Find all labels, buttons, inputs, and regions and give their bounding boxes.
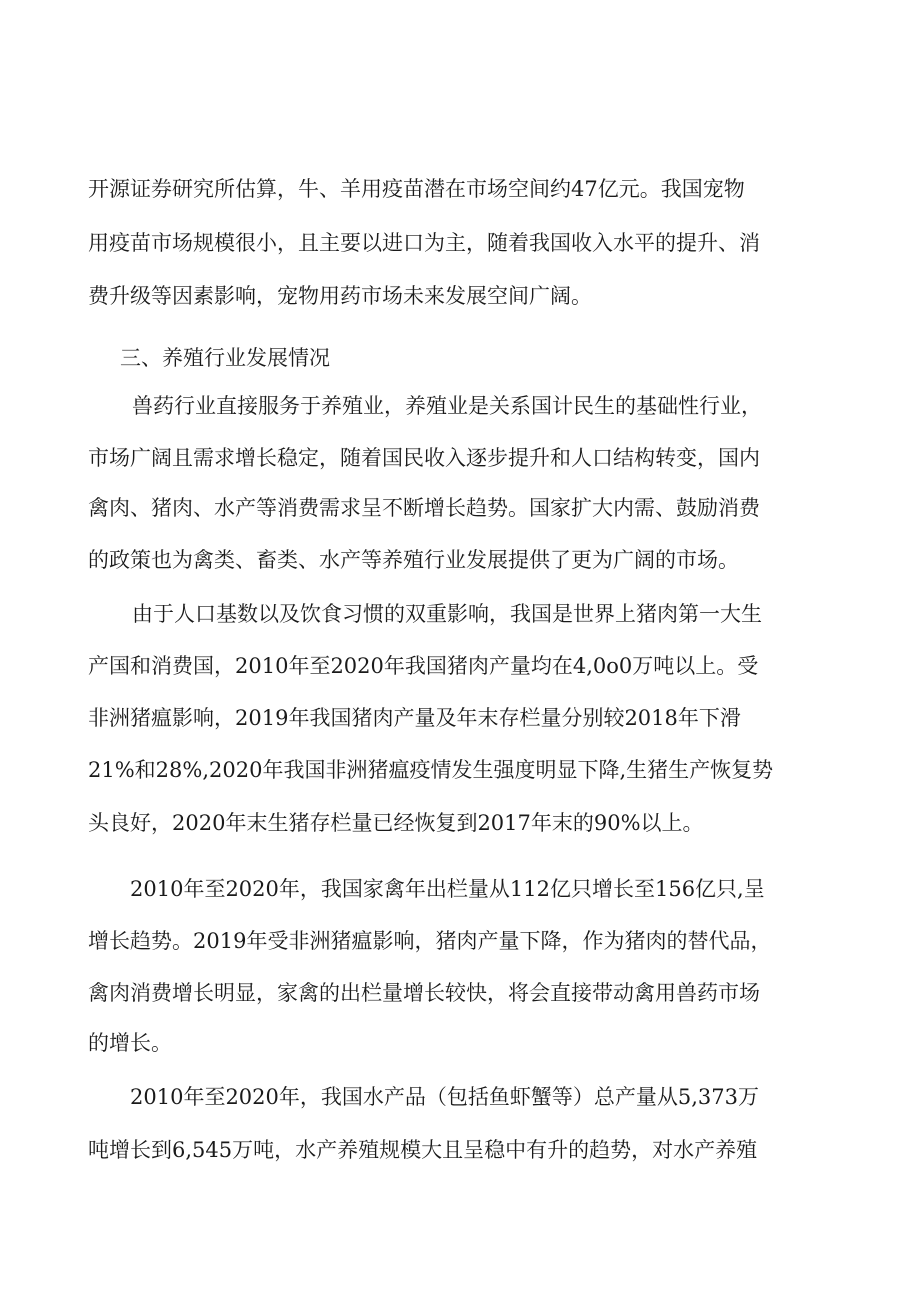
paragraph-3-line-5: 头良好，2020年末生猪存栏量已经恢复到2017年末的90%以上。 [88,811,704,835]
paragraph-1-line-2: 用疫苗市场规模很小，且主要以进口为主，随着我国收入水平的提升、消 [88,231,760,255]
section-heading: 三、养殖行业发展情况 [120,346,330,370]
paragraph-3-line-4: 21%和28%,2020年我国非洲猪瘟疫情发生强度明显下降,生猪生产恢复势 [88,758,774,782]
paragraph-1-line-3: 费升级等因素影响，宠物用药市场未来发展空间广阔。 [88,284,592,308]
paragraph-1-line-1: 开源证券研究所估算，牛、羊用疫苗潜在市场空间约47亿元。我国宠物 [88,177,745,201]
paragraph-2-line-4: 的政策也为禽类、畜类、水产等养殖行业发展提供了更为广阔的市场。 [88,548,739,572]
paragraph-4-line-4: 的增长。 [88,1031,172,1055]
paragraph-3-line-2: 产国和消费国，2010年至2020年我国猪肉产量均在4,0o0万吨以上。受 [88,654,759,678]
paragraph-5-line-1: 2010年至2020年，我国水产品（包括鱼虾蟹等）总产量从5,373万 [130,1085,760,1109]
paragraph-2-line-2: 市场广阔且需求增长稳定，随着国民收入逐步提升和人口结构转变，国内 [88,446,760,470]
paragraph-4-line-3: 禽肉消费增长明显，家禽的出栏量增长较快，将会直接带动禽用兽药市场 [88,981,760,1005]
paragraph-2-line-3: 禽肉、猪肉、水产等消费需求呈不断增长趋势。国家扩大内需、鼓励消费 [88,496,760,520]
paragraph-4-line-2: 增长趋势。2019年受非洲猪瘟影响，猪肉产量下降，作为猪肉的替代品， [88,929,772,953]
paragraph-3-line-3: 非洲猪瘟影响，2019年我国猪肉产量及年末存栏量分别较2018年下滑 [88,706,741,730]
paragraph-3-line-1: 由于人口基数以及饮食习惯的双重影响，我国是世界上猪肉第一大生 [132,602,762,626]
paragraph-2-line-1: 兽药行业直接服务于养殖业，养殖业是关系国计民生的基础性行业， [132,394,762,418]
paragraph-5-line-2: 吨增长到6,545万吨，水产养殖规模大且呈稳中有升的趋势，对水产养殖 [88,1138,758,1162]
paragraph-4-line-1: 2010年至2020年，我国家禽年出栏量从112亿只增长至156亿只,呈 [130,877,765,901]
